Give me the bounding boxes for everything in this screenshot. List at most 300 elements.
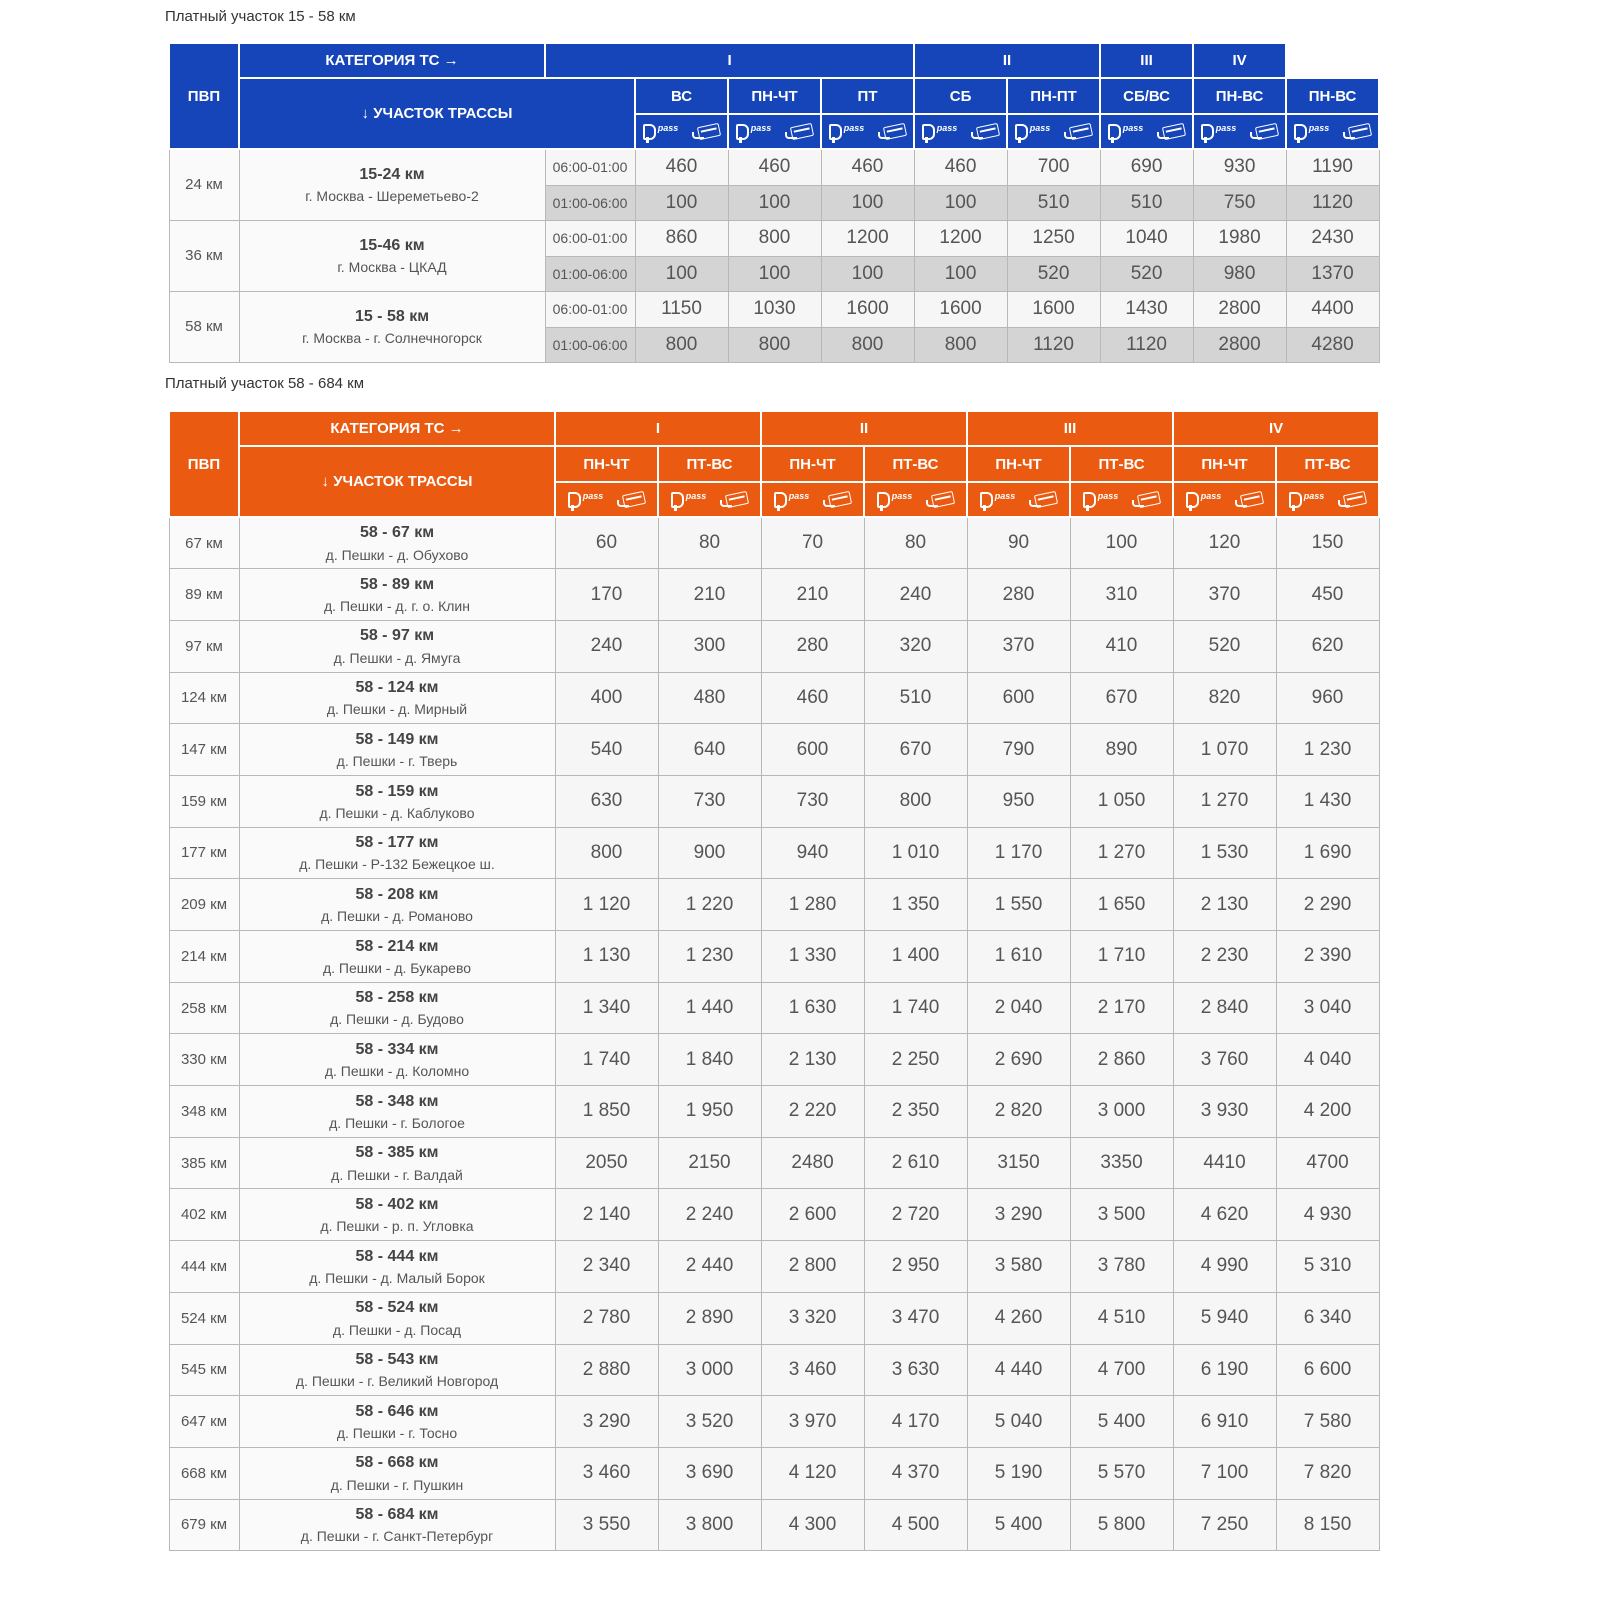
tariff-value: 100 [821,256,914,291]
tariff-value: 3 690 [658,1447,761,1499]
payment-methods-cell [555,482,658,517]
card-payment-icon [1064,125,1092,139]
header-day: ПН-ЧТ [555,446,658,482]
header-segment: ↓ УЧАСТОК ТРАССЫ [239,446,555,517]
pvp-km: 147 км [169,724,239,776]
tariff-value: 1 630 [761,982,864,1034]
segment-route: д. Пешки - д. Обухово [325,546,469,563]
time-period: 01:00-06:00 [545,327,635,362]
tariff-value: 510 [1007,185,1100,220]
segment-route: д. Пешки - д. Ямуга [333,649,461,666]
segment-route: д. Пешки - Р-132 Бежецкое ш. [299,856,495,873]
payment-methods-cell [1276,482,1379,517]
segment-range: 58 - 444 км [355,1247,439,1265]
payment-methods-cell [761,482,864,517]
transponder-pass-icon: pass [829,124,865,140]
table-row [169,1189,1379,1241]
pvp-km: 330 км [169,1034,239,1086]
header-group-3: III [967,411,1173,446]
tariff-value: 520 [1100,256,1193,291]
tariff-value: 5 400 [1070,1396,1173,1448]
tariff-value: 6 910 [1173,1396,1276,1448]
tariff-value: 7 580 [1276,1396,1379,1448]
tariff-value: 670 [1070,672,1173,724]
transponder-pass-icon: pass [980,492,1016,508]
tariff-value: 2 890 [658,1292,761,1344]
card-payment-icon [1157,125,1185,139]
segment-cell [239,1344,555,1396]
pvp-km: 214 км [169,931,239,983]
segment-range: 15-24 км [359,166,425,183]
tariff-value: 1 270 [1173,775,1276,827]
tariff-value: 3 320 [761,1292,864,1344]
tariff-value: 860 [635,220,728,256]
segment-route: д. Пешки - г. Тосно [336,1424,458,1441]
segment-range: 58 - 524 км [355,1299,439,1317]
tariff-value: 2 800 [761,1241,864,1293]
table-row [169,1499,1379,1551]
segment-route: г. Москва - ЦКАД [337,258,447,275]
header-group-2: II [761,411,967,446]
tariff-value: 600 [761,724,864,776]
tariff-value: 520 [1007,256,1100,291]
tariff-value: 1 010 [864,827,967,879]
segment-cell [239,620,555,672]
header-category: КАТЕГОРИЯ ТС → [239,43,545,78]
table-row [169,1396,1379,1448]
segment-range: 15-46 км [359,236,425,254]
tariff-value: 80 [658,517,761,569]
header-group-1: I [555,411,761,446]
tariff-value: 100 [728,185,821,220]
card-payment-icon [1338,493,1366,507]
card-payment-icon [692,125,720,139]
transponder-pass-icon: pass [736,124,772,140]
transponder-pass-icon: pass [643,124,679,140]
tariff-value: 3 760 [1173,1034,1276,1086]
tariff-value: 1 840 [658,1034,761,1086]
pvp-km: 89 км [169,569,239,621]
tariff-value: 4 170 [864,1396,967,1448]
tariff-value: 1 440 [658,982,761,1034]
segment-range: 58 - 208 км [355,885,439,903]
transponder-pass-icon: pass [774,492,810,508]
tariff-value: 7 100 [1173,1447,1276,1499]
segment-cell [239,1137,555,1189]
tariff-value: 820 [1173,672,1276,724]
tariff-value: 3 630 [864,1344,967,1396]
card-payment-icon [1029,493,1057,507]
tariff-value: 800 [728,327,821,362]
segment-cell [239,1499,555,1551]
segment-route: д. Пешки - д. г. о. Клин [324,597,470,614]
tariff-value: 630 [555,775,658,827]
tariff-value: 4 370 [864,1447,967,1499]
time-period: 01:00-06:00 [545,185,635,220]
payment-methods-cell [1173,482,1276,517]
tariff-value: 960 [1276,672,1379,724]
segment-range: 58 - 214 км [355,937,439,955]
pvp-km: 209 км [169,879,239,931]
tariff-value: 240 [555,620,658,672]
tariff-value: 5 040 [967,1396,1070,1448]
tariff-value: 3 000 [1070,1086,1173,1138]
segment-cell [239,672,555,724]
pvp-km: 545 км [169,1344,239,1396]
tariff-value: 900 [658,827,761,879]
table-row [169,931,1379,983]
tariff-value: 1 350 [864,879,967,931]
header-day: ПН-ВС [1193,78,1286,114]
segment-cell [239,517,555,569]
segment-range: 58 - 67 км [359,524,435,542]
tariff-value: 2 130 [761,1034,864,1086]
payment-methods-cell [728,114,821,149]
tariff-table-58-684 [168,410,1380,1551]
card-payment-icon [1235,493,1263,507]
tariff-value: 1 610 [967,931,1070,983]
tariff-value: 1 740 [864,982,967,1034]
segment-route: д. Пешки - д. Романово [321,908,473,925]
segment-cell [239,1396,555,1448]
pvp-km: 647 км [169,1396,239,1448]
table-row [169,1137,1379,1189]
tariff-value: 1980 [1193,220,1286,256]
tariff-value: 2 600 [761,1189,864,1241]
tariff-value: 4700 [1276,1137,1379,1189]
tariff-value: 1 950 [658,1086,761,1138]
transponder-pass-icon: pass [1083,492,1119,508]
tariff-value: 60 [555,517,658,569]
payment-methods-cell [914,114,1007,149]
tariff-value: 100 [635,185,728,220]
segment-cell [239,1292,555,1344]
tariff-value: 480 [658,672,761,724]
tariff-value: 890 [1070,724,1173,776]
tariff-value: 4 620 [1173,1189,1276,1241]
payment-methods-cell [1286,114,1379,149]
tariff-value: 460 [635,149,728,185]
tariff-value: 4 440 [967,1344,1070,1396]
tariff-value: 3 780 [1070,1241,1173,1293]
table-row [169,1292,1379,1344]
segment-cell [239,1034,555,1086]
header-group-2: II [914,43,1100,78]
segment-range: 58 - 89 км [359,575,435,593]
segment-route: д. Пешки - д. Букарево [322,959,472,976]
tariff-value: 1 050 [1070,775,1173,827]
tariff-value: 2480 [761,1137,864,1189]
segment-route: д. Пешки - г. Великий Новгород [295,1373,499,1390]
segment-route: д. Пешки - г. Валдай [331,1166,463,1183]
segment-cell [239,724,555,776]
tariff-value: 4 700 [1070,1344,1173,1396]
table-row [169,1086,1379,1138]
payment-methods-cell [967,482,1070,517]
tariff-value: 100 [821,185,914,220]
tariff-value: 2 390 [1276,931,1379,983]
tariff-value: 1600 [914,291,1007,327]
pvp-km: 159 км [169,775,239,827]
header-day: ПТ-ВС [864,446,967,482]
tariff-value: 2 350 [864,1086,967,1138]
tariff-value: 2 040 [967,982,1070,1034]
tariff-value: 1 710 [1070,931,1173,983]
tariff-value: 800 [555,827,658,879]
header-day: ПТ-ВС [1276,446,1379,482]
segment-cell [239,1189,555,1241]
tariff-value: 2800 [1193,291,1286,327]
tariff-value: 6 600 [1276,1344,1379,1396]
tariff-value: 100 [728,256,821,291]
payment-methods-cell [864,482,967,517]
tariff-value: 400 [555,672,658,724]
tariff-value: 2 780 [555,1292,658,1344]
tariff-value: 2 880 [555,1344,658,1396]
card-payment-icon [926,493,954,507]
pvp-km: 24 км [169,149,239,220]
tariff-value: 700 [1007,149,1100,185]
card-payment-icon [785,125,813,139]
segment-range: 58 - 402 км [355,1196,439,1214]
table-row [169,1447,1379,1499]
tariff-value: 280 [761,620,864,672]
tariff-value: 90 [967,517,1070,569]
tariff-value: 1200 [821,220,914,256]
tariff-value: 3 550 [555,1499,658,1551]
tariff-value: 460 [728,149,821,185]
tariff-value: 3 000 [658,1344,761,1396]
tariff-value: 150 [1276,517,1379,569]
card-payment-icon [617,493,645,507]
tariff-value: 210 [761,569,864,621]
segment-range: 58 - 159 км [355,782,439,800]
segment-cell [239,827,555,879]
card-payment-icon [1250,125,1278,139]
tariff-value: 5 940 [1173,1292,1276,1344]
tariff-value: 3 290 [967,1189,1070,1241]
tariff-value: 1 690 [1276,827,1379,879]
tariff-value: 1120 [1007,327,1100,362]
tariff-value: 3350 [1070,1137,1173,1189]
segment-route: д. Пешки - д. Коломно [324,1063,470,1080]
tariff-value: 2 140 [555,1189,658,1241]
tariff-value: 1120 [1100,327,1193,362]
segment-route: д. Пешки - г. Санкт-Петербург [300,1528,494,1545]
segment-route: д. Пешки - г. Бологое [329,1114,465,1131]
tariff-value: 100 [1070,517,1173,569]
tariff-value: 2 690 [967,1034,1070,1086]
tariff-value: 280 [967,569,1070,621]
tariff-value: 1 340 [555,982,658,1034]
tariff-value: 370 [967,620,1070,672]
header-pvp: ПВП [169,411,239,517]
tariff-value: 7 250 [1173,1499,1276,1551]
header-group-4: IV [1193,43,1286,78]
tariff-value: 210 [658,569,761,621]
segment-route: д. Пешки - д. Посад [332,1321,462,1338]
table-row [169,982,1379,1034]
tariff-value: 460 [821,149,914,185]
table-row-day [169,149,1379,185]
tariff-value: 1200 [914,220,1007,256]
header-day: ПН-ВС [1286,78,1379,114]
table-row [169,1344,1379,1396]
tariff-value: 980 [1193,256,1286,291]
tariff-value: 1430 [1100,291,1193,327]
header-day: ПТ-ВС [658,446,761,482]
header-day: СБ/ВС [1100,78,1193,114]
table-row [169,1241,1379,1293]
tariff-value: 800 [914,327,1007,362]
tariff-value: 410 [1070,620,1173,672]
time-period: 01:00-06:00 [545,256,635,291]
tariff-value: 100 [635,256,728,291]
tariff-value: 2 290 [1276,879,1379,931]
segment-cell [239,982,555,1034]
tariff-value: 300 [658,620,761,672]
tariff-value: 1 430 [1276,775,1379,827]
segment-range: 58 - 124 км [355,679,439,697]
segment-cell [239,149,545,220]
segment-route: г. Москва - Шереметьево-2 [305,188,479,205]
tariff-value: 6 190 [1173,1344,1276,1396]
tariff-value: 370 [1173,569,1276,621]
tariff-value: 1 070 [1173,724,1276,776]
pvp-km: 177 км [169,827,239,879]
tariff-value: 4 200 [1276,1086,1379,1138]
header-pvp: ПВП [169,43,239,149]
card-payment-icon [1132,493,1160,507]
tariff-value: 2050 [555,1137,658,1189]
tariff-value: 3 470 [864,1292,967,1344]
tariff-value: 240 [864,569,967,621]
segment-cell [239,569,555,621]
table-row [169,879,1379,931]
tariff-value: 1 230 [658,931,761,983]
tariff-value: 4 040 [1276,1034,1379,1086]
tariff-value: 310 [1070,569,1173,621]
tariff-value: 2 130 [1173,879,1276,931]
header-group-4: IV [1173,411,1379,446]
segment-range: 15 - 58 км [354,307,430,325]
tariff-value: 510 [1100,185,1193,220]
tariff-value: 2 240 [658,1189,761,1241]
tariff-value: 1 400 [864,931,967,983]
table-row [169,672,1379,724]
tariff-value: 170 [555,569,658,621]
tariff-value: 1 170 [967,827,1070,879]
tariff-value: 4 300 [761,1499,864,1551]
tariff-value: 2 610 [864,1137,967,1189]
transponder-pass-icon: pass [922,124,958,140]
tariff-value: 2 440 [658,1241,761,1293]
tariff-value: 3150 [967,1137,1070,1189]
payment-methods-cell [821,114,914,149]
segment-range: 58 - 668 км [355,1454,439,1472]
tariff-value: 1120 [1286,185,1379,220]
table-row [169,827,1379,879]
transponder-pass-icon: pass [671,492,707,508]
header-segment: ↓ УЧАСТОК ТРАССЫ [239,78,635,149]
tariff-value: 3 800 [658,1499,761,1551]
pvp-km: 679 км [169,1499,239,1551]
tariff-value: 800 [864,775,967,827]
pvp-km: 444 км [169,1241,239,1293]
pvp-km: 36 км [169,220,239,291]
segment-route: д. Пешки - г. Пушкин [330,1476,464,1493]
header-day: ПН-ПТ [1007,78,1100,114]
tariff-value: 4 500 [864,1499,967,1551]
tariff-value: 320 [864,620,967,672]
header-day: ВС [635,78,728,114]
tariff-value: 460 [761,672,864,724]
segment-cell [239,931,555,983]
tariff-value: 790 [967,724,1070,776]
header-day: СБ [914,78,1007,114]
tariff-value: 70 [761,517,864,569]
tariff-value: 120 [1173,517,1276,569]
transponder-pass-icon: pass [1186,492,1222,508]
pvp-km: 348 км [169,1086,239,1138]
tariff-value: 1030 [728,291,821,327]
tariff-value: 1600 [1007,291,1100,327]
tariff-value: 1040 [1100,220,1193,256]
tariff-value: 1 550 [967,879,1070,931]
tariff-value: 2430 [1286,220,1379,256]
segment-range: 58 - 385 км [355,1144,439,1162]
segment-route: д. Пешки - д. Малый Борок [309,1269,485,1286]
tariff-table-15-58 [168,42,1380,363]
card-payment-icon [823,493,851,507]
tariff-value: 80 [864,517,967,569]
segment-range: 58 - 543 км [355,1351,439,1369]
segment-range: 58 - 646 км [355,1402,439,1420]
tariff-value: 1 280 [761,879,864,931]
tariff-value: 6 340 [1276,1292,1379,1344]
tariff-value: 2 820 [967,1086,1070,1138]
transponder-pass-icon: pass [1294,124,1330,140]
time-period: 06:00-01:00 [545,291,635,327]
table-row [169,724,1379,776]
tariff-value: 4 510 [1070,1292,1173,1344]
tariff-value: 3 520 [658,1396,761,1448]
pvp-km: 124 км [169,672,239,724]
tariff-value: 510 [864,672,967,724]
transponder-pass-icon: pass [1289,492,1325,508]
card-payment-icon [720,493,748,507]
header-day: ПН-ЧТ [761,446,864,482]
segment-route: д. Пешки - р. п. Угловка [320,1218,474,1235]
time-period: 06:00-01:00 [545,220,635,256]
pvp-km: 524 км [169,1292,239,1344]
tariff-value: 1 850 [555,1086,658,1138]
tariff-value: 3 970 [761,1396,864,1448]
header-day: ПН-ЧТ [728,78,821,114]
tariff-value: 1 120 [555,879,658,931]
segment-route: г. Москва - г. Солнечногорск [302,329,482,346]
tariff-value: 7 820 [1276,1447,1379,1499]
tariff-value: 3 930 [1173,1086,1276,1138]
tariff-value: 540 [555,724,658,776]
pvp-km: 258 км [169,982,239,1034]
payment-methods-cell [1193,114,1286,149]
tariff-value: 4 990 [1173,1241,1276,1293]
card-payment-icon [878,125,906,139]
card-payment-icon [1343,125,1371,139]
payment-methods-cell [635,114,728,149]
tariff-value: 1150 [635,291,728,327]
